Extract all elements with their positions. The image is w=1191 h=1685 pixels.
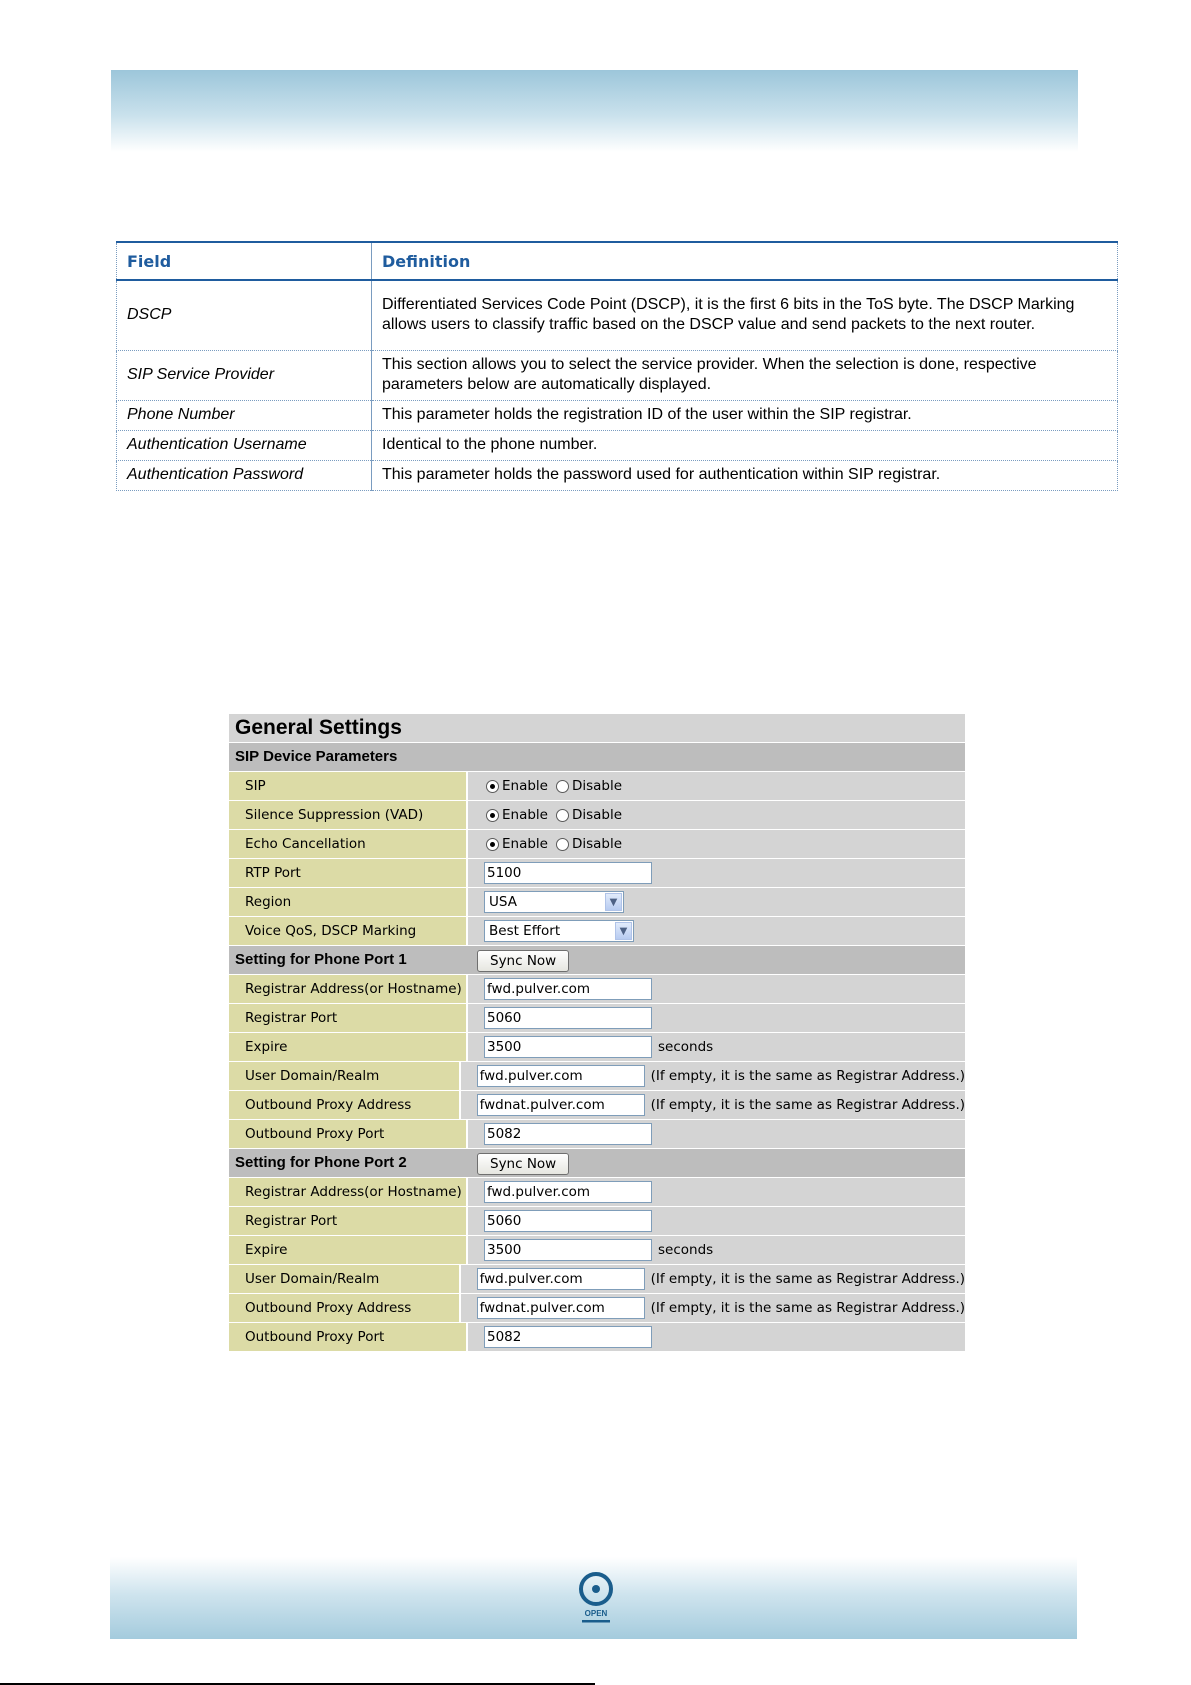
phone-port-1-section-header: [229, 945, 965, 974]
registrar-address-row: [229, 974, 965, 1003]
chevron-down-icon[interactable]: ▼: [615, 922, 632, 940]
expire-unit-label: seconds: [658, 1039, 714, 1055]
registrar-port-row: [229, 1206, 965, 1235]
table-row: [117, 350, 1118, 400]
select-value: USA: [489, 894, 517, 910]
row-label: Region: [229, 888, 468, 916]
table-row: [117, 400, 1118, 430]
row-control: [461, 1265, 965, 1293]
section-control: [461, 1149, 965, 1177]
row-label: SIP: [229, 772, 468, 800]
dscp-marking-select[interactable]: [484, 920, 634, 942]
rtp-port-input[interactable]: 5100: [484, 862, 652, 884]
row-control: [461, 1062, 965, 1090]
field-definition-table: [116, 241, 1118, 491]
sip-device-section-header: [229, 742, 965, 771]
definition-cell: Identical to the phone number.: [372, 430, 1118, 460]
section-label: Setting for Phone Port 1: [235, 951, 407, 968]
row-label: Expire: [229, 1033, 468, 1061]
outbound-proxy-port-row: [229, 1322, 965, 1351]
row-label: Registrar Address(or Hostname): [229, 975, 468, 1003]
expire-row: [229, 1235, 965, 1264]
registrar-address-input[interactable]: fwd.pulver.com: [484, 1181, 652, 1203]
row-label: Silence Suppression (VAD): [229, 801, 468, 829]
expire-row: [229, 1032, 965, 1061]
section-label: SIP Device Parameters: [235, 748, 398, 765]
row-label: Voice QoS, DSCP Marking: [229, 917, 468, 945]
option-label: Enable: [502, 836, 548, 852]
expire-input[interactable]: 3500: [484, 1036, 652, 1058]
row-label: RTP Port: [229, 859, 468, 887]
user-domain-hint: (If empty, it is the same as Registrar Address.): [650, 1271, 965, 1287]
radio-unselected-icon[interactable]: [556, 780, 569, 793]
row-label: Expire: [229, 1236, 468, 1264]
select-value: Best Effort: [489, 923, 561, 939]
row-control: [468, 1207, 965, 1235]
registrar-port-row: [229, 1003, 965, 1032]
row-label: User Domain/Realm: [229, 1062, 461, 1090]
phone-port-2-section-header: [229, 1148, 965, 1177]
row-control: [468, 1178, 965, 1206]
row-label: User Domain/Realm: [229, 1265, 461, 1293]
row-label: Registrar Address(or Hostname): [229, 1178, 468, 1206]
row-control: [468, 1120, 965, 1148]
row-label: Outbound Proxy Port: [229, 1120, 468, 1148]
echo-disable-option[interactable]: [556, 836, 622, 852]
row-control: [468, 917, 965, 945]
row-control: [468, 1033, 965, 1061]
row-control: [461, 1091, 965, 1119]
row-label: Registrar Port: [229, 1004, 468, 1032]
outbound-proxy-hint: (If empty, it is the same as Registrar Address.): [650, 1300, 965, 1316]
row-control: [468, 1323, 965, 1351]
vad-disable-option[interactable]: [556, 807, 622, 823]
row-label: Outbound Proxy Port: [229, 1323, 468, 1351]
table-row: [117, 460, 1118, 490]
registrar-address-input[interactable]: fwd.pulver.com: [484, 978, 652, 1000]
radio-unselected-icon[interactable]: [556, 838, 569, 851]
sync-now-button[interactable]: Sync Now: [477, 1153, 569, 1175]
table-row: [117, 430, 1118, 460]
section-label: Setting for Phone Port 2: [235, 1154, 407, 1171]
row-label: Outbound Proxy Address: [229, 1294, 461, 1322]
option-label: Disable: [571, 807, 623, 823]
row-label: Registrar Port: [229, 1207, 468, 1235]
outbound-proxy-port-row: [229, 1119, 965, 1148]
outbound-proxy-address-row: [229, 1293, 965, 1322]
logo-text: OPEN: [584, 1609, 608, 1618]
field-cell: Authentication Username: [117, 430, 372, 460]
qos-row: [229, 916, 965, 945]
user-domain-row: [229, 1264, 965, 1293]
outbound-proxy-address-input[interactable]: fwdnat.pulver.com: [477, 1297, 645, 1319]
sip-disable-option[interactable]: [556, 778, 622, 794]
expire-input[interactable]: 3500: [484, 1239, 652, 1261]
outbound-proxy-address-input[interactable]: fwdnat.pulver.com: [477, 1094, 645, 1116]
row-control: [461, 1294, 965, 1322]
option-label: Disable: [571, 778, 623, 794]
radio-selected-icon[interactable]: [486, 838, 499, 851]
header-band: [111, 70, 1078, 152]
row-control: [468, 1236, 965, 1264]
radio-unselected-icon[interactable]: [556, 809, 569, 822]
row-control: [468, 859, 965, 887]
radio-selected-icon[interactable]: [486, 780, 499, 793]
row-control: [468, 1004, 965, 1032]
field-cell: Authentication Password: [117, 460, 372, 490]
region-row: [229, 887, 965, 916]
section-control: [461, 946, 965, 974]
field-cell: DSCP: [117, 280, 372, 350]
row-control: [468, 801, 965, 829]
row-label: Echo Cancellation: [229, 830, 468, 858]
user-domain-row: [229, 1061, 965, 1090]
user-domain-hint: (If empty, it is the same as Registrar Address.): [650, 1068, 965, 1084]
registrar-port-input[interactable]: 5060: [484, 1210, 652, 1232]
table-row: [117, 280, 1118, 350]
registrar-address-row: [229, 1177, 965, 1206]
expire-unit-label: seconds: [658, 1242, 714, 1258]
field-column-header: Field: [117, 242, 372, 280]
outbound-proxy-port-input[interactable]: 5082: [484, 1326, 652, 1348]
definition-column-header: Definition: [372, 242, 1118, 280]
option-label: Disable: [571, 836, 623, 852]
outbound-proxy-port-input[interactable]: 5082: [484, 1123, 652, 1145]
open-logo-icon: [578, 1571, 614, 1625]
sync-now-button[interactable]: Sync Now: [477, 950, 569, 972]
registrar-port-input[interactable]: 5060: [484, 1007, 652, 1029]
sip-row: [229, 771, 965, 800]
user-domain-input[interactable]: fwd.pulver.com: [477, 1268, 645, 1290]
user-domain-input[interactable]: fwd.pulver.com: [477, 1065, 645, 1087]
definition-cell: Differentiated Services Code Point (DSCP), it is the first 6 bits in the ToS byte. The DSCP Marking allows users to classify traffic based on the DSCP value and send packets to the next router.: [372, 280, 1118, 350]
region-select[interactable]: [484, 891, 624, 913]
field-cell: Phone Number: [117, 400, 372, 430]
row-label: Outbound Proxy Address: [229, 1091, 461, 1119]
sip-enable-option[interactable]: [486, 778, 548, 794]
definition-cell: This section allows you to select the service provider. When the selection is done, respective parameters below are automatically displayed.: [372, 350, 1118, 400]
rtp-port-row: [229, 858, 965, 887]
general-settings-panel: [229, 714, 965, 1351]
echo-cancellation-row: [229, 829, 965, 858]
radio-selected-icon[interactable]: [486, 809, 499, 822]
row-control: [468, 888, 965, 916]
row-control: [468, 772, 965, 800]
outbound-proxy-hint: (If empty, it is the same as Registrar Address.): [650, 1097, 965, 1113]
echo-enable-option[interactable]: [486, 836, 548, 852]
definition-cell: This parameter holds the registration ID of the user within the SIP registrar.: [372, 400, 1118, 430]
row-control: [468, 975, 965, 1003]
outbound-proxy-address-row: [229, 1090, 965, 1119]
option-label: Enable: [502, 807, 548, 823]
row-control: [468, 830, 965, 858]
table-header-row: [117, 242, 1118, 280]
field-cell: SIP Service Provider: [117, 350, 372, 400]
definition-cell: This parameter holds the password used for authentication within SIP registrar.: [372, 460, 1118, 490]
option-label: Enable: [502, 778, 548, 794]
vad-enable-option[interactable]: [486, 807, 548, 823]
general-settings-title: General Settings: [229, 714, 965, 742]
vad-row: [229, 800, 965, 829]
chevron-down-icon[interactable]: ▼: [605, 893, 622, 911]
